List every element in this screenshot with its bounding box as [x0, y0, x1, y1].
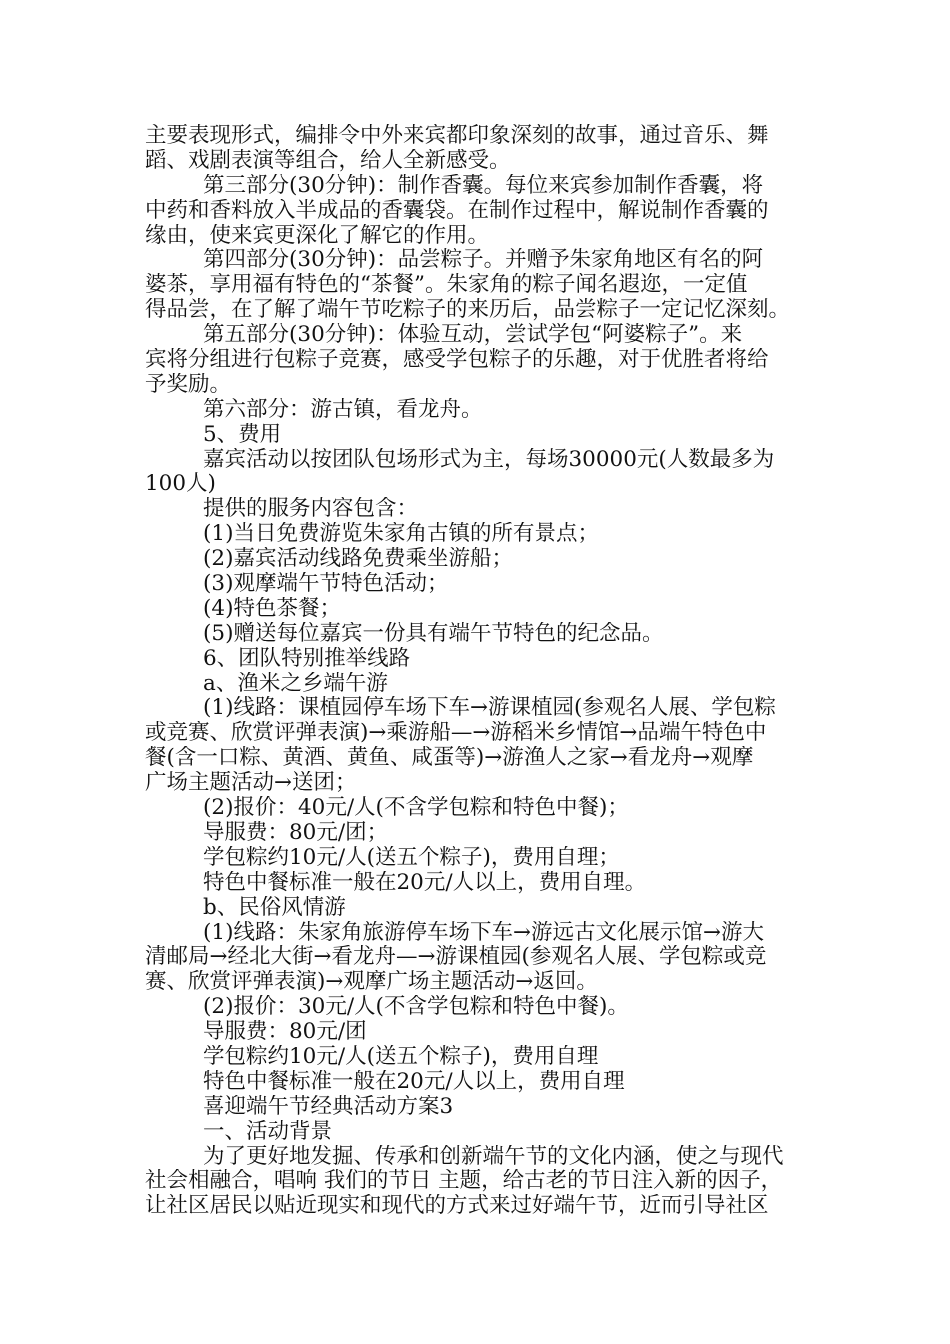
text-line: 或竞赛、欣赏评弹表演)→乘游船—→游稻米乡情馆→品端午特色中	[145, 721, 767, 746]
text-line: 予奖励。	[145, 372, 232, 397]
text-line: 导服费：80元/团	[203, 1020, 367, 1045]
text-line: 特色中餐标准一般在20元/人以上，费用自理。	[203, 870, 647, 895]
text-line: 得品尝，在了解了端午节吃粽子的来历后，品尝粽子一定记忆深刻。	[145, 298, 791, 323]
text-line: (1)线路：课植园停车场下车→游课植园(参观名人展、学包粽	[203, 696, 776, 721]
text-line: 第五部分(30分钟)：体验互动，尝试学包“阿婆粽子”。来	[203, 323, 743, 348]
text-line: 第三部分(30分钟)：制作香囊。每位来宾参加制作香囊，将	[203, 173, 764, 198]
text-line: (2)嘉宾活动线路免费乘坐游船；	[203, 547, 513, 572]
text-line: 导服费：80元/团；	[203, 820, 389, 845]
text-line: a、渔米之乡端午游	[203, 671, 388, 696]
text-line: 缘由，使来宾更深化了解它的作用。	[145, 223, 490, 248]
text-line: 餐(含一口粽、黄酒、黄鱼、咸蛋等)→游渔人之家→看龙舟→观摩	[145, 746, 754, 771]
text-line: 让社区居民以贴近现实和现代的方式来过好端午节，近而引导社区	[145, 1194, 769, 1219]
text-line: 主要表现形式，编排令中外来宾都印象深刻的故事，通过音乐、舞	[145, 124, 769, 148]
text-line: 特色中餐标准一般在20元/人以上，费用自理	[203, 1069, 625, 1094]
text-line: 提供的服务内容包含：	[203, 497, 419, 522]
text-line: 广场主题活动→送团；	[145, 771, 357, 796]
document-body	[145, 124, 815, 1219]
text-line: (1)当日免费游览朱家角古镇的所有景点；	[203, 522, 599, 547]
text-line: 喜迎端午节经典活动方案3	[203, 1094, 454, 1119]
text-line: 为了更好地发掘、传承和创新端午节的文化内涵，使之与现代	[203, 1144, 784, 1169]
text-line: 清邮局→经北大街→看龙舟—→游课植园(参观名人展、学包粽或竞	[145, 945, 767, 970]
text-line: 第四部分(30分钟)：品尝粽子。并赠予朱家角地区有名的阿	[203, 248, 764, 273]
text-line: 中药和香料放入半成品的香囊袋。在制作过程中，解说制作香囊的	[145, 198, 769, 223]
text-line: 宾将分组进行包粽子竞赛，感受学包粽子的乐趣，对于优胜者将给	[145, 348, 769, 373]
text-line: 100人)	[145, 472, 216, 497]
text-line: 蹈、戏剧表演等组合，给人全新感受。	[145, 148, 511, 173]
text-line: (3)观摩端午节特色活动；	[203, 572, 449, 597]
text-line: (2)报价：30元/人(不含学包粽和特色中餐)。	[203, 995, 629, 1020]
text-line: 6、团队特别推举线路	[203, 646, 411, 671]
text-line: 5、费用	[203, 422, 282, 447]
text-line: 一、活动背景	[203, 1119, 333, 1144]
text-line: (5)赠送每位嘉宾一份具有端午节特色的纪念品。	[203, 621, 664, 646]
text-line: 学包粽约10元/人(送五个粽子)，费用自理	[203, 1044, 599, 1069]
text-line: 嘉宾活动以按团队包场形式为主，每场30000元(人数最多为	[203, 447, 775, 472]
text-line: (2)报价：40元/人(不含学包粽和特色中餐)；	[203, 796, 629, 821]
text-line: 学包粽约10元/人(送五个粽子)，费用自理；	[203, 845, 620, 870]
text-line: b、民俗风情游	[203, 895, 346, 920]
text-line: 社会相融合，唱响 我们的节日 主题，给古老的节日注入新的因子，	[145, 1169, 783, 1194]
text-line: (1)线路：朱家角旅游停车场下车→游远古文化展示馆→游大	[203, 920, 764, 945]
text-line: 赛、欣赏评弹表演)→观摩广场主题活动→返回。	[145, 970, 598, 995]
text-line: 第六部分：游古镇，看龙舟。	[203, 397, 483, 422]
text-line: 婆茶，享用福有特色的“茶餐”。朱家角的粽子闻名遐迩，一定值	[145, 273, 748, 298]
text-line: (4)特色茶餐；	[203, 596, 341, 621]
